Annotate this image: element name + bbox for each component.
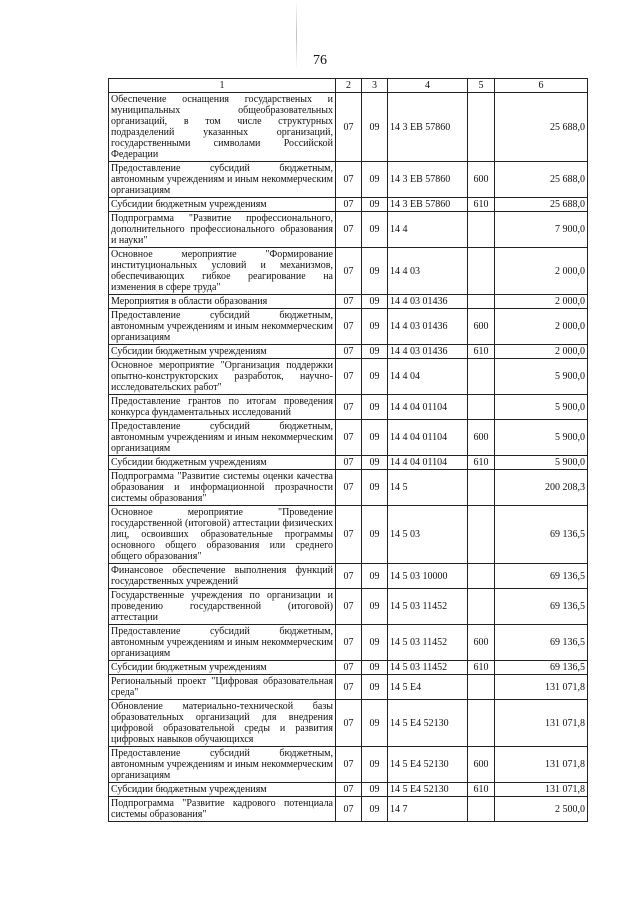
amount: 5 900,0 bbox=[495, 395, 588, 420]
expense-type-code: 610 bbox=[468, 456, 495, 470]
amount: 5 900,0 bbox=[495, 420, 588, 456]
target-article-code: 14 5 Е4 52130 bbox=[388, 700, 468, 747]
row-name: Предоставление субсидий бюджетным, автономным учреждениям и иным некоммерческим организациям bbox=[109, 162, 336, 198]
target-article-code: 14 5 03 11452 bbox=[388, 661, 468, 675]
expense-type-code bbox=[468, 589, 495, 625]
amount: 2 000,0 bbox=[495, 248, 588, 295]
table-row bbox=[109, 506, 588, 564]
table-row bbox=[109, 420, 588, 456]
row-name: Подпрограмма "Развитие системы оценки качества образования и информационной прозрачности системы образования" bbox=[109, 470, 336, 506]
row-name: Основное мероприятие "Проведение государственной (итоговой) аттестации физических лиц, освоивших образовательные программы основного общего образования или среднего общего образования" bbox=[109, 506, 336, 564]
subsection-code: 09 bbox=[362, 456, 388, 470]
header-cell: 2 bbox=[336, 79, 362, 93]
amount: 25 688,0 bbox=[495, 162, 588, 198]
header-cell: 1 bbox=[109, 79, 336, 93]
table-row bbox=[109, 625, 588, 661]
subsection-code: 09 bbox=[362, 309, 388, 345]
subsection-code: 09 bbox=[362, 212, 388, 248]
target-article-code: 14 4 03 bbox=[388, 248, 468, 295]
subsection-code: 09 bbox=[362, 506, 388, 564]
amount: 2 000,0 bbox=[495, 309, 588, 345]
subsection-code: 09 bbox=[362, 420, 388, 456]
section-code: 07 bbox=[336, 93, 362, 162]
section-code: 07 bbox=[336, 212, 362, 248]
section-code: 07 bbox=[336, 564, 362, 589]
target-article-code: 14 5 Е4 52130 bbox=[388, 783, 468, 797]
expense-type-code bbox=[468, 564, 495, 589]
table-row bbox=[109, 675, 588, 700]
row-name: Предоставление субсидий бюджетным, автономным учреждениям и иным некоммерческим организациям bbox=[109, 309, 336, 345]
table-row bbox=[109, 661, 588, 675]
section-code: 07 bbox=[336, 359, 362, 395]
section-code: 07 bbox=[336, 309, 362, 345]
expense-type-code bbox=[468, 359, 495, 395]
table-row bbox=[109, 783, 588, 797]
section-code: 07 bbox=[336, 506, 362, 564]
row-name: Обеспечение оснащения государственых и муниципальных общеобразовательных организаций, в том числе структурных подразделений указанных организаций, государственными символами Российской Федерации bbox=[109, 93, 336, 162]
subsection-code: 09 bbox=[362, 700, 388, 747]
target-article-code: 14 7 bbox=[388, 797, 468, 822]
subsection-code: 09 bbox=[362, 747, 388, 783]
subsection-code: 09 bbox=[362, 248, 388, 295]
expense-type-code: 600 bbox=[468, 162, 495, 198]
expense-type-code bbox=[468, 212, 495, 248]
amount: 25 688,0 bbox=[495, 198, 588, 212]
subsection-code: 09 bbox=[362, 359, 388, 395]
table-row bbox=[109, 295, 588, 309]
expense-type-code bbox=[468, 797, 495, 822]
target-article-code: 14 5 03 bbox=[388, 506, 468, 564]
section-code: 07 bbox=[336, 747, 362, 783]
section-code: 07 bbox=[336, 420, 362, 456]
subsection-code: 09 bbox=[362, 589, 388, 625]
target-article-code: 14 4 03 01436 bbox=[388, 309, 468, 345]
row-name: Субсидии бюджетным учреждениям bbox=[109, 198, 336, 212]
amount: 25 688,0 bbox=[495, 93, 588, 162]
section-code: 07 bbox=[336, 470, 362, 506]
row-name: Предоставление субсидий бюджетным, автономным учреждениям и иным некоммерческим организациям bbox=[109, 747, 336, 783]
table-row bbox=[109, 198, 588, 212]
amount: 131 071,8 bbox=[495, 783, 588, 797]
row-name: Подпрограмма "Развитие кадрового потенциала системы образования" bbox=[109, 797, 336, 822]
table-row bbox=[109, 564, 588, 589]
header-cell: 3 bbox=[362, 79, 388, 93]
amount: 69 136,5 bbox=[495, 661, 588, 675]
amount: 2 000,0 bbox=[495, 295, 588, 309]
row-name: Предоставление субсидий бюджетным, автономным учреждениям и иным некоммерческим организациям bbox=[109, 625, 336, 661]
table-row bbox=[109, 162, 588, 198]
target-article-code: 14 5 Е4 bbox=[388, 675, 468, 700]
row-name: Субсидии бюджетным учреждениям bbox=[109, 783, 336, 797]
row-name: Субсидии бюджетным учреждениям bbox=[109, 345, 336, 359]
header-cell: 4 bbox=[388, 79, 468, 93]
amount: 131 071,8 bbox=[495, 700, 588, 747]
subsection-code: 09 bbox=[362, 162, 388, 198]
subsection-code: 09 bbox=[362, 675, 388, 700]
expense-type-code bbox=[468, 395, 495, 420]
expense-type-code: 600 bbox=[468, 625, 495, 661]
row-name: Основное мероприятие "Формирование институциональных условий и механизмов, обеспечивающих гибкое реагирование на изменения в сфере труда" bbox=[109, 248, 336, 295]
subsection-code: 09 bbox=[362, 93, 388, 162]
target-article-code: 14 4 04 01104 bbox=[388, 456, 468, 470]
section-code: 07 bbox=[336, 589, 362, 625]
amount: 5 900,0 bbox=[495, 359, 588, 395]
section-code: 07 bbox=[336, 625, 362, 661]
row-name: Основное мероприятие "Организация поддержки опытно-конструкторских разработок, научно-исследовательских работ" bbox=[109, 359, 336, 395]
amount: 2 500,0 bbox=[495, 797, 588, 822]
table-row bbox=[109, 93, 588, 162]
section-code: 07 bbox=[336, 248, 362, 295]
target-article-code: 14 4 04 01104 bbox=[388, 420, 468, 456]
section-code: 07 bbox=[336, 797, 362, 822]
subsection-code: 09 bbox=[362, 661, 388, 675]
target-article-code: 14 4 04 bbox=[388, 359, 468, 395]
table-row bbox=[109, 359, 588, 395]
target-article-code: 14 3 ЕВ 57860 bbox=[388, 198, 468, 212]
table-row bbox=[109, 797, 588, 822]
section-code: 07 bbox=[336, 700, 362, 747]
table-row bbox=[109, 456, 588, 470]
amount: 2 000,0 bbox=[495, 345, 588, 359]
table-row bbox=[109, 212, 588, 248]
row-name: Предоставление грантов по итогам проведения конкурса фундаментальных исследований bbox=[109, 395, 336, 420]
table-row bbox=[109, 309, 588, 345]
row-name: Предоставление субсидий бюджетным, автономным учреждениям и иным некоммерческим организациям bbox=[109, 420, 336, 456]
expense-type-code: 600 bbox=[468, 309, 495, 345]
target-article-code: 14 4 bbox=[388, 212, 468, 248]
header-cell: 6 bbox=[495, 79, 588, 93]
section-code: 07 bbox=[336, 395, 362, 420]
amount: 69 136,5 bbox=[495, 625, 588, 661]
amount: 131 071,8 bbox=[495, 747, 588, 783]
subsection-code: 09 bbox=[362, 625, 388, 661]
expense-type-code: 600 bbox=[468, 420, 495, 456]
table-row bbox=[109, 589, 588, 625]
table-row bbox=[109, 395, 588, 420]
table-row bbox=[109, 470, 588, 506]
expense-type-code bbox=[468, 700, 495, 747]
expense-type-code: 600 bbox=[468, 747, 495, 783]
expense-type-code bbox=[468, 675, 495, 700]
table-row bbox=[109, 248, 588, 295]
subsection-code: 09 bbox=[362, 470, 388, 506]
section-code: 07 bbox=[336, 661, 362, 675]
expense-type-code bbox=[468, 93, 495, 162]
section-code: 07 bbox=[336, 345, 362, 359]
subsection-code: 09 bbox=[362, 797, 388, 822]
row-name: Обновление материально-технической базы образовательных организаций для внедрения цифровой образовательной среды и развития цифровых навыков обучающихся bbox=[109, 700, 336, 747]
section-code: 07 bbox=[336, 783, 362, 797]
amount: 5 900,0 bbox=[495, 456, 588, 470]
target-article-code: 14 5 03 11452 bbox=[388, 589, 468, 625]
section-code: 07 bbox=[336, 675, 362, 700]
table-row bbox=[109, 700, 588, 747]
expense-type-code bbox=[468, 506, 495, 564]
amount: 69 136,5 bbox=[495, 589, 588, 625]
header-row bbox=[109, 79, 588, 93]
expense-type-code: 610 bbox=[468, 783, 495, 797]
target-article-code: 14 3 ЕВ 57860 bbox=[388, 93, 468, 162]
subsection-code: 09 bbox=[362, 345, 388, 359]
expense-type-code: 610 bbox=[468, 345, 495, 359]
row-name: Финансовое обеспечение выполнения функций государственных учреждений bbox=[109, 564, 336, 589]
target-article-code: 14 5 03 10000 bbox=[388, 564, 468, 589]
row-name: Субсидии бюджетным учреждениям bbox=[109, 456, 336, 470]
amount: 69 136,5 bbox=[495, 564, 588, 589]
section-code: 07 bbox=[336, 162, 362, 198]
subsection-code: 09 bbox=[362, 564, 388, 589]
section-code: 07 bbox=[336, 295, 362, 309]
target-article-code: 14 4 03 01436 bbox=[388, 345, 468, 359]
target-article-code: 14 4 04 01104 bbox=[388, 395, 468, 420]
expense-type-code bbox=[468, 470, 495, 506]
table-row bbox=[109, 747, 588, 783]
section-code: 07 bbox=[336, 198, 362, 212]
target-article-code: 14 5 03 11452 bbox=[388, 625, 468, 661]
amount: 200 208,3 bbox=[495, 470, 588, 506]
subsection-code: 09 bbox=[362, 783, 388, 797]
amount: 69 136,5 bbox=[495, 506, 588, 564]
row-name: Региональный проект "Цифровая образовательная среда" bbox=[109, 675, 336, 700]
expense-type-code: 610 bbox=[468, 661, 495, 675]
expense-type-code bbox=[468, 295, 495, 309]
target-article-code: 14 3 ЕВ 57860 bbox=[388, 162, 468, 198]
row-name: Подпрограмма "Развитие профессионального, дополнительного профессионального образования и науки" bbox=[109, 212, 336, 248]
page-number: 76 bbox=[313, 53, 327, 68]
target-article-code: 14 4 03 01436 bbox=[388, 295, 468, 309]
subsection-code: 09 bbox=[362, 198, 388, 212]
row-name: Государственные учреждения по организации и проведению государственной (итоговой) аттестации bbox=[109, 589, 336, 625]
amount: 131 071,8 bbox=[495, 675, 588, 700]
expense-type-code: 610 bbox=[468, 198, 495, 212]
target-article-code: 14 5 bbox=[388, 470, 468, 506]
header-cell: 5 bbox=[468, 79, 495, 93]
budget-table bbox=[108, 78, 588, 822]
amount: 7 900,0 bbox=[495, 212, 588, 248]
section-code: 07 bbox=[336, 456, 362, 470]
subsection-code: 09 bbox=[362, 295, 388, 309]
row-name: Субсидии бюджетным учреждениям bbox=[109, 661, 336, 675]
table-row bbox=[109, 345, 588, 359]
subsection-code: 09 bbox=[362, 395, 388, 420]
expense-type-code bbox=[468, 248, 495, 295]
target-article-code: 14 5 Е4 52130 bbox=[388, 747, 468, 783]
row-name: Мероприятия в области образования bbox=[109, 295, 336, 309]
